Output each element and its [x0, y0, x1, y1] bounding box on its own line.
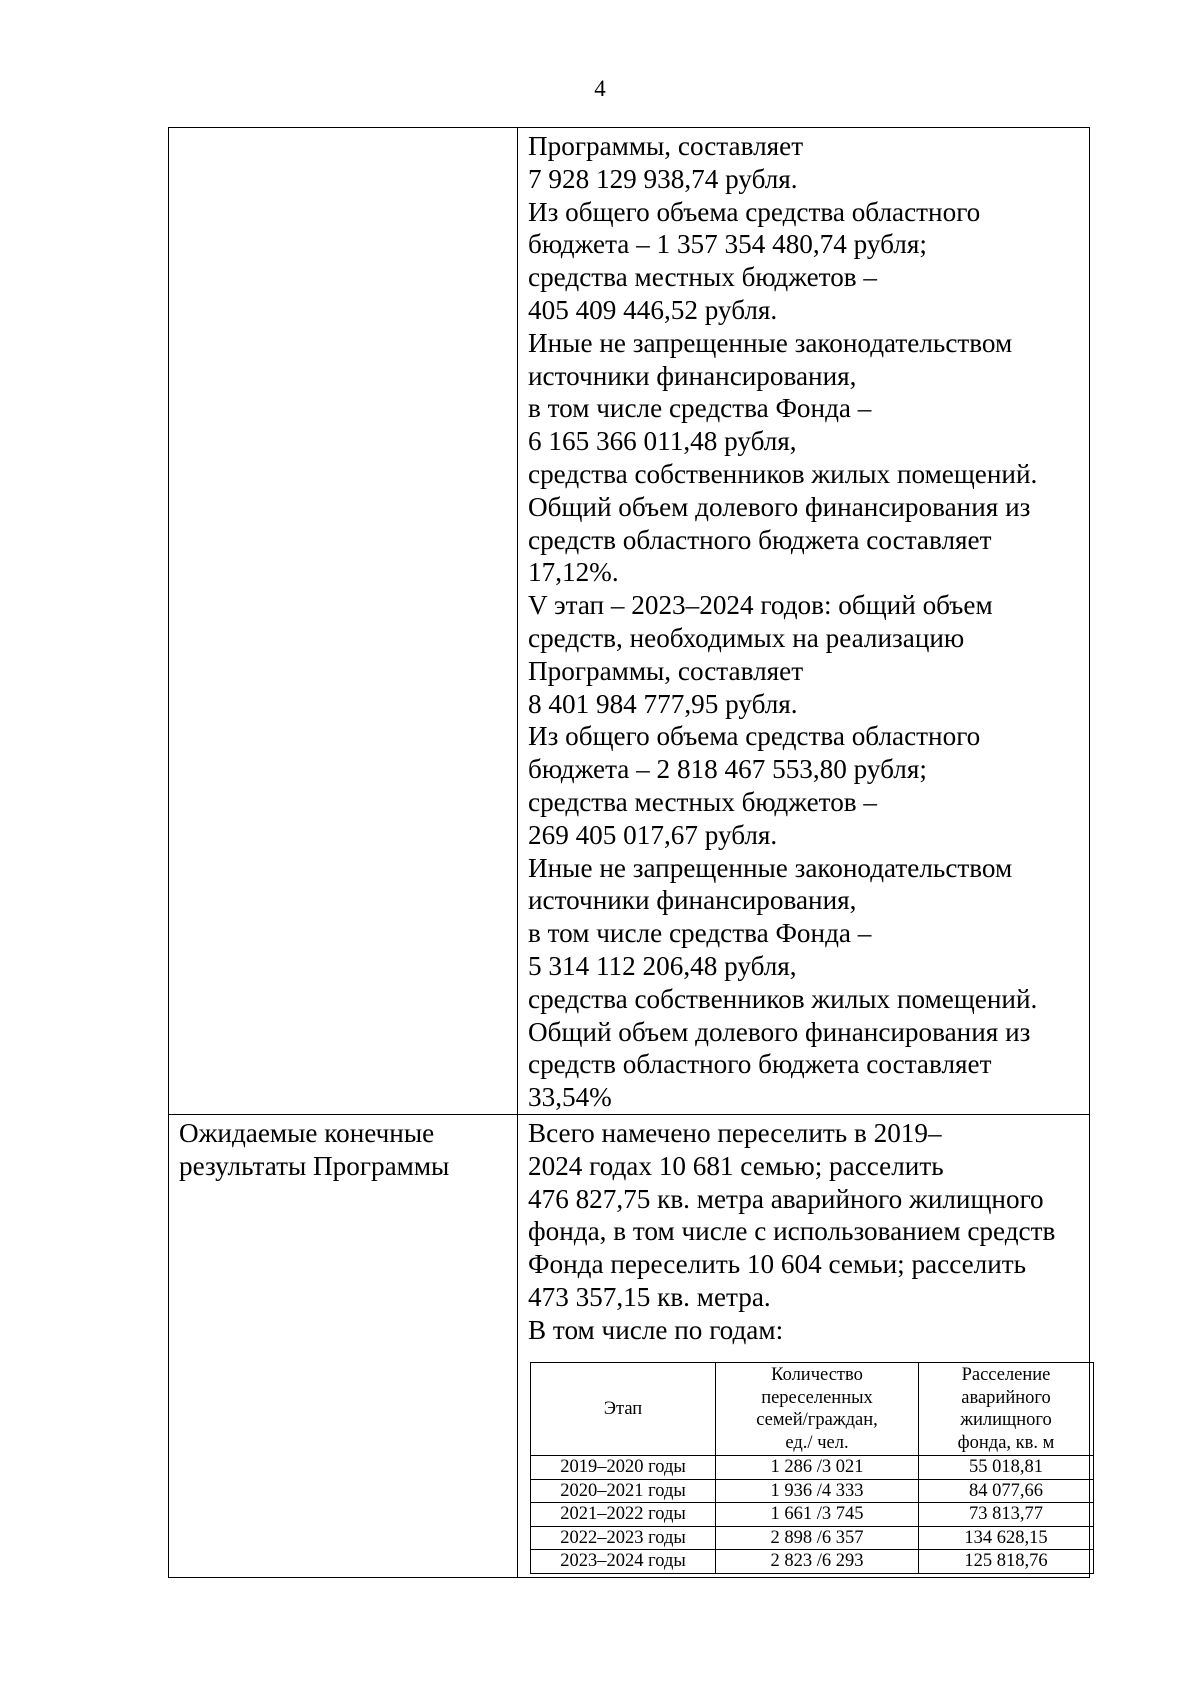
table-row [531, 1526, 1094, 1550]
results-label-cell [169, 1114, 518, 1577]
results-line: Фонда переселить 10 604 семьи; расселить [528, 1249, 1027, 1280]
funding-line: средства местных бюджетов – [528, 262, 878, 293]
funding-line: в том числе средства Фонда – [528, 393, 872, 424]
area-cell: 73 813,77 [919, 1503, 1094, 1527]
table-row [531, 1456, 1094, 1480]
funding-line: Из общего объема средства областного [528, 196, 981, 227]
families-cell: 1 661 /3 745 [716, 1503, 919, 1527]
funding-line: V этап – 2023–2024 годов: общий объем [528, 590, 993, 621]
funding-line: Общий объем долевого финансирования из [528, 1016, 1031, 1047]
page-number: 4 [594, 76, 606, 101]
results-label-line: Ожидаемые конечные [179, 1117, 435, 1148]
funding-line: Иные не запрещенные законодательством [528, 327, 1013, 358]
funding-line: Из общего объема средства областного [528, 721, 981, 752]
results-text-cell [518, 1114, 1090, 1577]
area-cell: 84 077,66 [919, 1479, 1094, 1503]
funding-line: средства местных бюджетов – [528, 786, 878, 817]
table-header-row [531, 1363, 1094, 1456]
results-line: 476 827,75 кв. метра аварийного жилищного [528, 1183, 1044, 1214]
funding-line: источники финансирования, [528, 360, 857, 391]
funding-line: Программы, составляет [528, 131, 804, 161]
funding-line: средства собственников жилых помещений. [528, 983, 1038, 1014]
funding-line: бюджета – 2 818 467 553,80 рубля; [528, 754, 927, 785]
results-line: фонда, в том числе с использованием средств [528, 1216, 1056, 1247]
stage-cell: 2021–2022 годы [531, 1503, 716, 1527]
funding-label-cell [169, 128, 518, 1115]
area-cell: 134 628,15 [919, 1526, 1094, 1550]
stage-cell: 2019–2020 годы [531, 1456, 716, 1480]
funding-line: Иные не запрещенные законодательством [528, 852, 1013, 883]
resettlement-by-year-table [530, 1362, 1094, 1574]
families-cell: 1 286 /3 021 [716, 1456, 919, 1480]
funding-line: 8 401 984 777,95 рубля. [528, 688, 798, 719]
funding-line: 5 314 112 206,48 рубля, [528, 950, 797, 981]
funding-line: 269 405 017,67 рубля. [528, 819, 778, 850]
table-row [531, 1503, 1094, 1527]
area-cell: 125 818,76 [919, 1550, 1094, 1574]
funding-row [169, 128, 1090, 1115]
funding-line: источники финансирования, [528, 885, 857, 916]
stage-cell: 2020–2021 годы [531, 1479, 716, 1503]
funding-line: бюджета – 1 357 354 480,74 рубля; [528, 229, 927, 260]
funding-line: средства собственников жилых помещений. [528, 458, 1038, 489]
results-line: 473 357,15 кв. метра. [528, 1281, 771, 1312]
results-line: 2024 годах 10 681 семью; расселить [528, 1150, 944, 1181]
column-header-stage: Этап [531, 1363, 716, 1456]
families-cell: 2 823 /6 293 [716, 1550, 919, 1574]
results-row [169, 1114, 1090, 1577]
results-label-line: результаты Программы [179, 1150, 450, 1181]
results-line: В том числе по годам: [528, 1314, 784, 1345]
funding-text-cell [518, 128, 1090, 1115]
funding-line: 6 165 366 011,48 рубля, [528, 426, 797, 457]
families-cell: 2 898 /6 357 [716, 1526, 919, 1550]
stage-cell: 2022–2023 годы [531, 1526, 716, 1550]
funding-line: 7 928 129 938,74 рубля. [528, 163, 798, 194]
stage-cell: 2023–2024 годы [531, 1550, 716, 1574]
column-header-area: Расселение аварийного жилищного фонда, кв. м [919, 1363, 1094, 1456]
results-line: Всего намечено переселить в 2019– [528, 1117, 942, 1148]
funding-line: Программы, составляет [528, 655, 804, 686]
funding-line: 405 409 446,52 рубля. [528, 294, 778, 325]
funding-line: Общий объем долевого финансирования из [528, 491, 1031, 522]
funding-line: 33,54% [528, 1082, 612, 1113]
table-row [531, 1479, 1094, 1503]
passport-table [168, 127, 1090, 1578]
table-row [531, 1550, 1094, 1574]
funding-line: 17,12%. [528, 557, 619, 588]
area-cell: 55 018,81 [919, 1456, 1094, 1480]
funding-line: средств, необходимых на реализацию [528, 622, 965, 653]
families-cell: 1 936 /4 333 [716, 1479, 919, 1503]
funding-line: в том числе средства Фонда – [528, 918, 872, 949]
funding-line: средств областного бюджета составляет [528, 524, 992, 555]
funding-line: средств областного бюджета составляет [528, 1049, 992, 1080]
column-header-families: Количество переселенных семей/граждан, ед./ чел. [716, 1363, 919, 1456]
